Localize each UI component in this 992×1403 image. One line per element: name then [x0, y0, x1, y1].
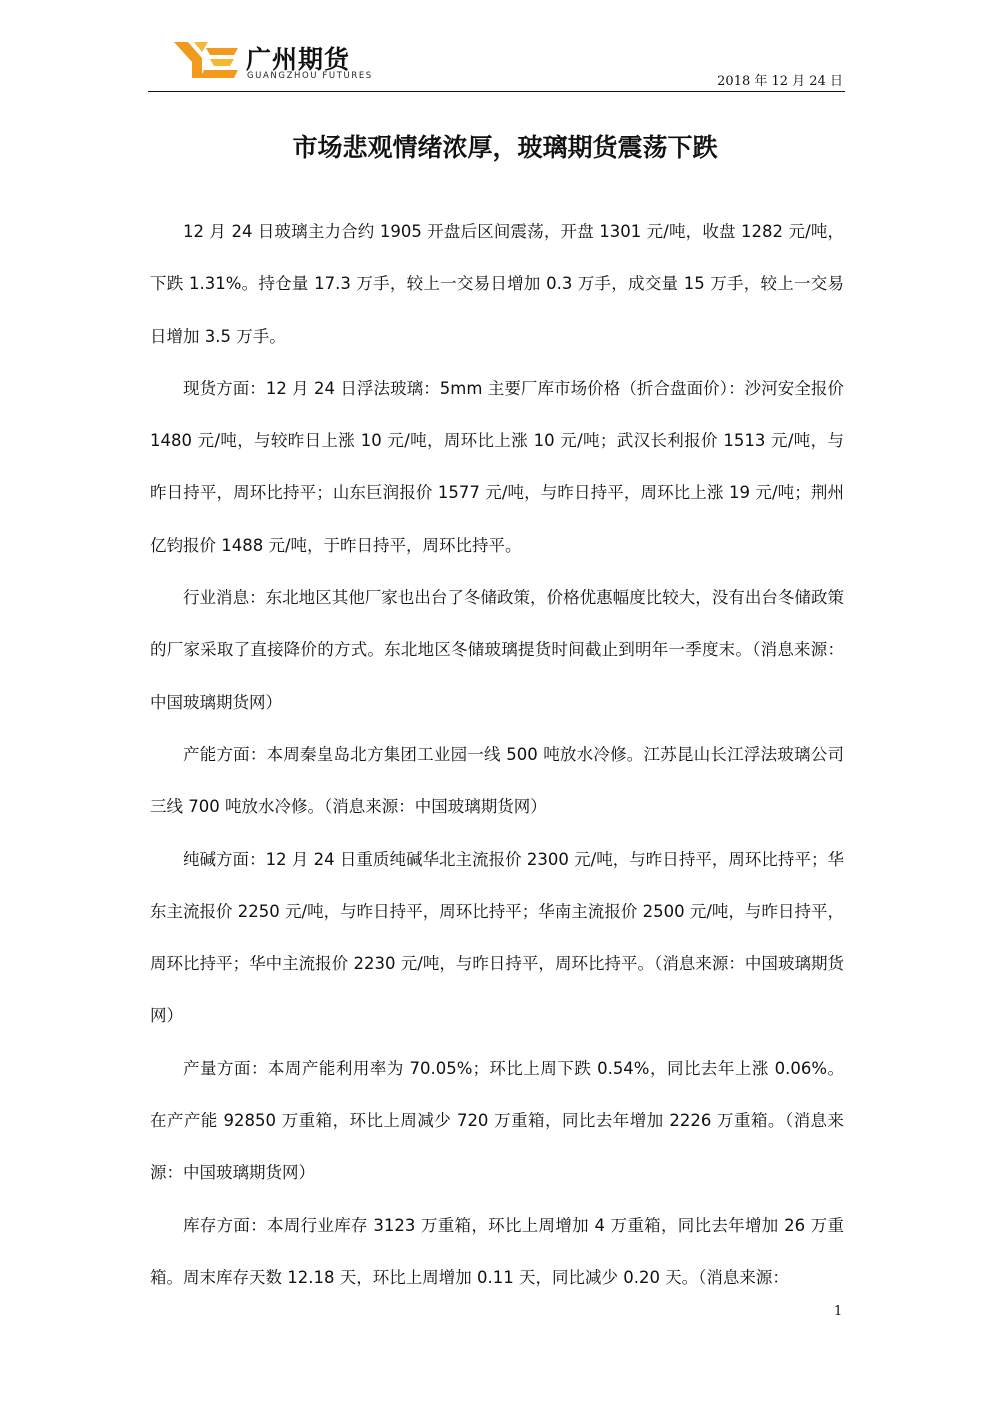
- company-logo: [172, 38, 372, 83]
- paragraph-inventory: 库存方面：本周行业库存 3123 万重箱，环比上周增加 4 万重箱，同比去年增加 26 万重箱。周末库存天数 12.18 天，环比上周增加 0.11 天，同比减少 0.20 天。（消息来源：: [150, 1215, 844, 1287]
- article-body: [150, 206, 844, 1304]
- paragraph-market-summary: 12 月 24 日玻璃主力合约 1905 开盘后区间震荡，开盘 1301 元/吨，收盘 1282 元/吨，下跌 1.31%。持仓量 17.3 万手，较上一交易日增加 0.3 万手，成交量 15 万手，较上一交易日增加 3.5 万手。: [150, 222, 844, 346]
- report-date: 2018 年 12 月 24 日: [717, 74, 843, 89]
- paragraph-soda-ash: 纯碱方面：12 月 24 日重质纯碱华北主流报价 2300 元/吨，与昨日持平，周环比持平；华东主流报价 2250 元/吨，与昨日持平，周环比持平；华南主流报价 2500 元/吨，与昨日持平，周环比持平；华中主流报价 2230 元/吨，与昨日持平，周环比持平。（消息来源：中国玻璃期货网）: [150, 849, 844, 1026]
- logo-text-cn: 广州期货: [246, 45, 351, 74]
- header-divider: [148, 91, 845, 92]
- paragraph-capacity: 产能方面：本周秦皇岛北方集团工业园一线 500 吨放水冷修。江苏昆山长江浮法玻璃公司三线 700 吨放水冷修。（消息来源：中国玻璃期货网）: [150, 744, 844, 817]
- logo-mark-icon: [172, 38, 242, 83]
- logo-text-en: GUANGZHOU FUTURES: [247, 71, 373, 81]
- article-title: 市场悲观情绪浓厚，玻璃期货震荡下跌: [292, 133, 718, 162]
- paragraph-spot-prices: 现货方面：12 月 24 日浮法玻璃：5mm 主要厂库市场价格（折合盘面价）：沙河安全报价 1480 元/吨，与较昨日上涨 10 元/吨，周环比上涨 10 元/吨；武汉长利报价 1513 元/吨，与昨日持平，周环比持平；山东巨润报价 1577 元/吨，与昨日持平，周环比上涨 19 元/吨；荆州亿钧报价 1488 元/吨，于昨日持平，周环比持平。: [150, 378, 844, 555]
- paragraph-industry-news: 行业消息：东北地区其他厂家也出台了冬储政策，价格优惠幅度比较大，没有出台冬储政策的厂家采取了直接降价的方式。东北地区冬储玻璃提货时间截止到明年一季度末。（消息来源：中国玻璃期货网）: [150, 588, 844, 712]
- page-header: [148, 30, 845, 92]
- page-number: 1: [834, 1304, 843, 1319]
- paragraph-output: 产量方面：本周产能利用率为 70.05%；环比上周下跌 0.54%，同比去年上涨 0.06%。在产产能 92850 万重箱，环比上周减少 720 万重箱，同比去年增加 2226 万重箱。（消息来源：中国玻璃期货网）: [150, 1058, 844, 1183]
